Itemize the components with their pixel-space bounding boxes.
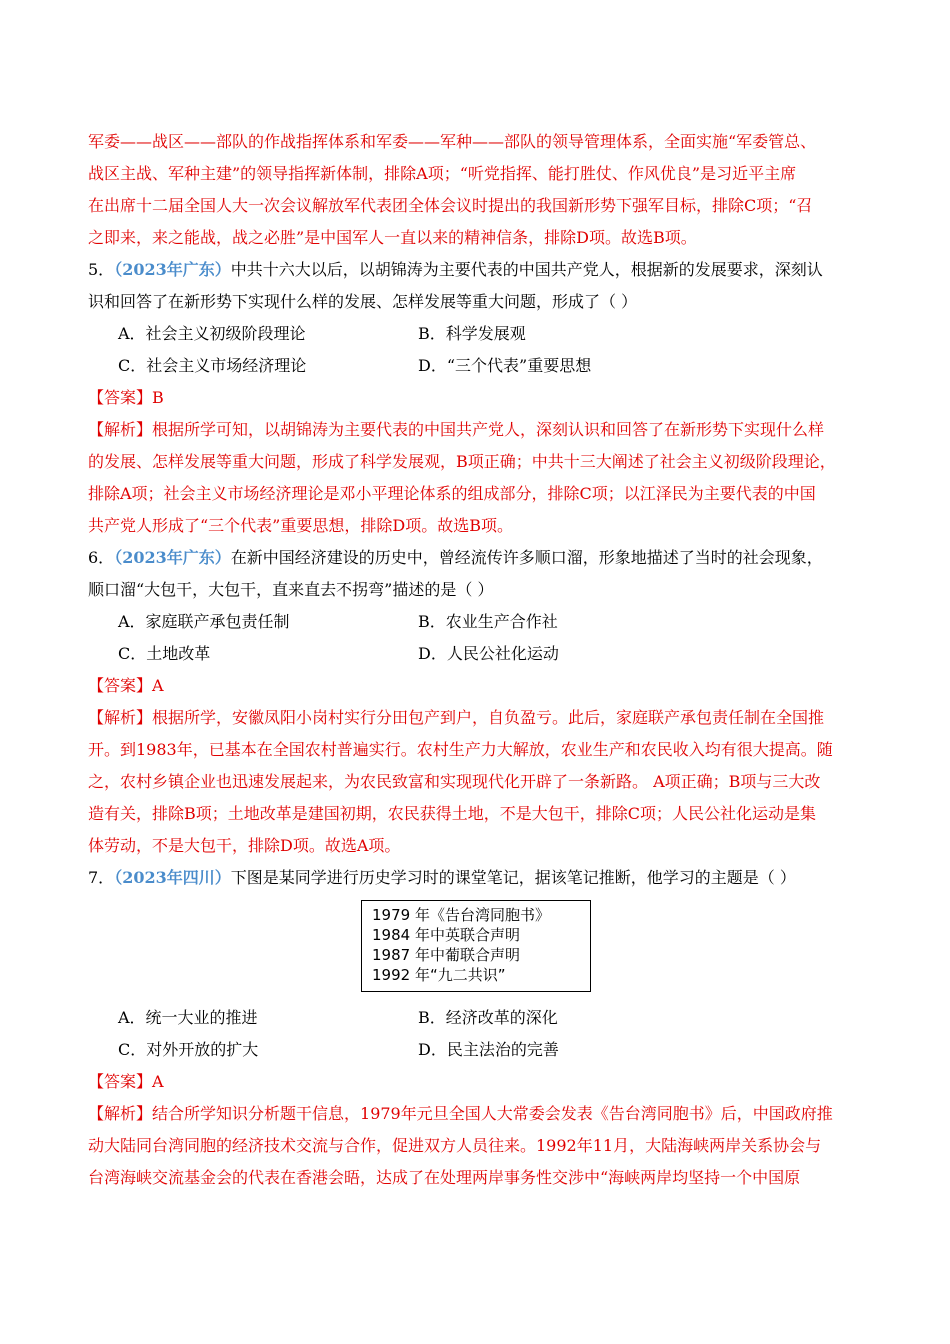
analysis-line: 动大陆同台湾同胞的经济技术交流与合作，促进双方人员往来。1992年11月，大陆海峡两岸关系协会与 xyxy=(88,1136,822,1155)
option-d: D．民主法治的完善 xyxy=(418,1040,559,1059)
analysis xyxy=(88,414,864,542)
class-notes-figure xyxy=(361,900,591,992)
analysis-line: 之即来，来之能战，战之必胜”是中国军人一直以来的精神信条，排除D项。故选B项。 xyxy=(88,228,697,247)
analysis-line: 的发展、怎样发展等重大问题，形成了科学发展观，B项正确；中共十三大阐述了社会主义初级阶段理论， xyxy=(88,452,836,471)
question-number: 6． xyxy=(88,548,115,567)
option-c: C．土地改革 xyxy=(118,644,211,663)
analysis-line: 台湾海峡交流基金会的代表在香港会晤，达成了在处理两岸事务性交涉中“海峡两岸均坚持一个中国原 xyxy=(88,1168,801,1187)
question-stem xyxy=(88,542,864,574)
question-stem xyxy=(88,254,864,286)
question-source: （2023年四川） xyxy=(114,868,231,887)
answer: 【答案】A xyxy=(88,676,164,695)
question-source: （2023年广东） xyxy=(114,260,231,279)
option-d: D．“三个代表”重要思想 xyxy=(418,356,592,375)
analysis-line: 战区主战、军种主建”的领导指挥新体制，排除A项；“听党指挥、能打胜仗、作风优良”是习近平主席 xyxy=(88,164,797,183)
note-line: 1992 年“九二共识” xyxy=(372,966,506,984)
analysis xyxy=(88,1098,864,1194)
analysis-line: 结合所学知识分析题干信息，1979年元旦全国人大常委会发表《告台湾同胞书》后，中国政府推 xyxy=(152,1104,833,1123)
options-row xyxy=(88,638,864,670)
question-text: 中共十六大以后，以胡锦涛为主要代表的中国共产党人，根据新的发展要求，深刻认 xyxy=(230,260,823,279)
option-b: B．科学发展观 xyxy=(418,324,526,343)
analysis-label: 【解析】 xyxy=(88,708,153,727)
document-page xyxy=(88,126,864,1194)
options-row xyxy=(88,1034,864,1066)
option-a: A．家庭联产承包责任制 xyxy=(118,612,290,631)
question-stem xyxy=(88,862,864,894)
analysis-line: 军委——战区——部队的作战指挥体系和军委——军种——部队的领导管理体系，全面实施“军委管总、 xyxy=(88,132,817,151)
answer: 【答案】A xyxy=(88,1072,164,1091)
analysis-line: 开。到1983年，已基本在全国农村普遍实行。农村生产力大解放，农业生产和农民收入均有很大提高。随 xyxy=(88,740,833,759)
options-row xyxy=(88,350,864,382)
option-a: A．统一大业的推进 xyxy=(118,1008,258,1027)
note-line: 1987 年中葡联合声明 xyxy=(372,946,520,964)
options-row xyxy=(88,318,864,350)
option-c: C．社会主义市场经济理论 xyxy=(118,356,307,375)
note-line: 1984 年中英联合声明 xyxy=(372,926,520,944)
analysis-line: 根据所学可知，以胡锦涛为主要代表的中国共产党人，深刻认识和回答了在新形势下实现什么样 xyxy=(152,420,825,439)
question-7 xyxy=(88,862,864,1194)
option-c: C．对外开放的扩大 xyxy=(118,1040,259,1059)
analysis-label: 【解析】 xyxy=(88,1104,153,1123)
options-row xyxy=(88,1002,864,1034)
analysis-label: 【解析】 xyxy=(88,420,153,439)
analysis-line: 之，农村乡镇企业也迅速发展起来，为农民致富和实现现代化开辟了一条新路。 A项正确；B项与三大改 xyxy=(88,772,821,791)
question-text: 识和回答了在新形势下实现什么样的发展、怎样发展等重大问题，形成了（ ） xyxy=(88,292,638,311)
option-a: A．社会主义初级阶段理论 xyxy=(118,324,306,343)
analysis-line: 共产党人形成了“三个代表”重要思想，排除D项。故选B项。 xyxy=(88,516,513,535)
prev-analysis xyxy=(88,126,864,254)
answer: 【答案】B xyxy=(88,388,164,407)
question-text: 下图是某同学进行历史学习时的课堂笔记，据该笔记推断，他学习的主题是（ ） xyxy=(230,868,796,887)
analysis-line: 根据所学，安徽凤阳小岗村实行分田包产到户，自负盈亏。此后，家庭联产承包责任制在全国推 xyxy=(152,708,825,727)
analysis-line: 体劳动，不是大包干，排除D项。故选A项。 xyxy=(88,836,401,855)
question-number: 5． xyxy=(88,260,115,279)
note-line: 1979 年《告台湾同胞书》 xyxy=(372,906,550,924)
option-d: D．人民公社化运动 xyxy=(418,644,559,663)
options-row xyxy=(88,606,864,638)
question-number: 7． xyxy=(88,868,115,887)
analysis-line: 在出席十二届全国人大一次会议解放军代表团全体会议时提出的我国新形势下强军目标，排除C项；“召 xyxy=(88,196,813,215)
question-source: （2023年广东） xyxy=(114,548,231,567)
question-5 xyxy=(88,254,864,542)
option-b: B．农业生产合作社 xyxy=(418,612,558,631)
analysis-line: 排除A项；社会主义市场经济理论是邓小平理论体系的组成部分，排除C项；以江泽民为主要代表的中国 xyxy=(88,484,816,503)
option-b: B．经济改革的深化 xyxy=(418,1008,558,1027)
analysis xyxy=(88,702,864,862)
analysis-line: 造有关，排除B项；土地改革是建国初期，农民获得土地，不是大包干，排除C项；人民公社化运动是集 xyxy=(88,804,817,823)
question-text: 顺口溜“大包干，大包干，直来直去不拐弯”描述的是（ ） xyxy=(88,580,494,599)
question-6 xyxy=(88,542,864,862)
question-text: 在新中国经济建设的历史中，曾经流传许多顺口溜，形象地描述了当时的社会现象， xyxy=(230,548,823,567)
